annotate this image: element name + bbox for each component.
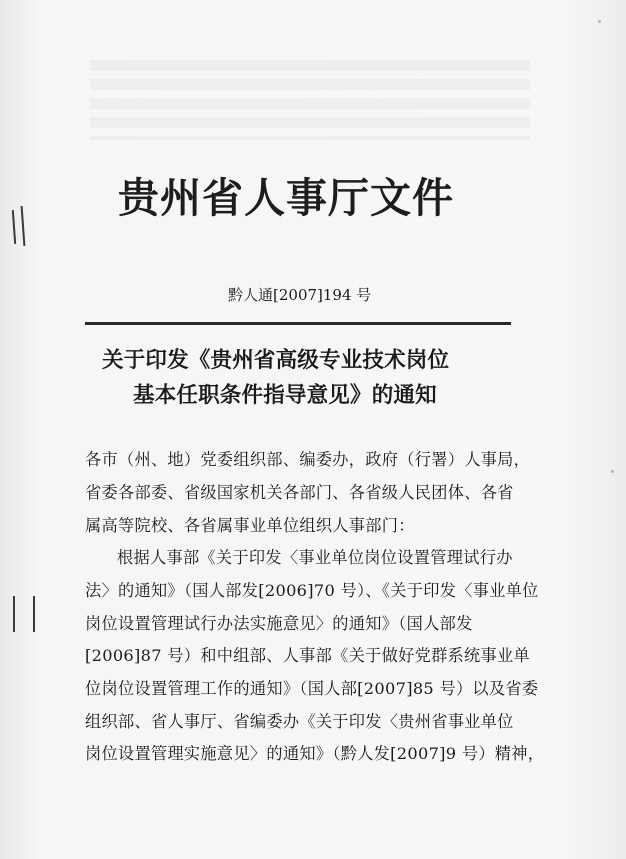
bleed-through-shadow	[90, 60, 530, 140]
document-title: 贵州省人事厅文件	[118, 174, 454, 222]
body-line: 组织部、省人事厅、省编委办《关于印发〈贵州省事业单位	[85, 712, 514, 731]
body-line: [2006]87 号）和中组部、人事部《关于做好党群系统事业单	[85, 646, 530, 665]
body-line: 岗位设置管理实施意见〉的通知》（黔人发[2007]9 号）精神，	[85, 744, 545, 763]
body-line: 位岗位设置管理工作的通知》（国人部[2007]85 号）以及省委	[85, 679, 539, 698]
notice-heading-line-1: 关于印发《贵州省高级专业技术岗位	[102, 348, 450, 373]
body-line: 属高等院校、各省属事业单位组织人事部门：	[85, 516, 415, 535]
paper-speck	[598, 20, 601, 23]
body-line: 省委各部委、省级国家机关各部门、各省级人民团体、各省	[85, 483, 514, 502]
paper-speck	[611, 470, 614, 473]
header-rule	[85, 322, 511, 325]
staple-mark-top-1	[12, 210, 16, 244]
body-line: 岗位设置管理试行办法实施意见〉的通知》（国人部发	[85, 614, 473, 633]
staple-mark-bottom-2	[33, 596, 35, 632]
staple-mark-top-2	[21, 206, 26, 246]
document-number: 黔人通[2007]194 号	[228, 286, 372, 304]
body-line: 根据人事部《关于印发〈事业单位岗位设置管理试行办	[117, 548, 513, 567]
staple-mark-bottom-1	[13, 596, 15, 632]
body-line: 各市（州、地）党委组织部、编委办，政府（行署）人事局，	[85, 450, 531, 469]
notice-heading-line-2: 基本任职条件指导意见》的通知	[133, 383, 437, 408]
body-line: 法〉的通知》（国人部发[2006]70 号）、《关于印发〈事业单位	[85, 581, 539, 600]
